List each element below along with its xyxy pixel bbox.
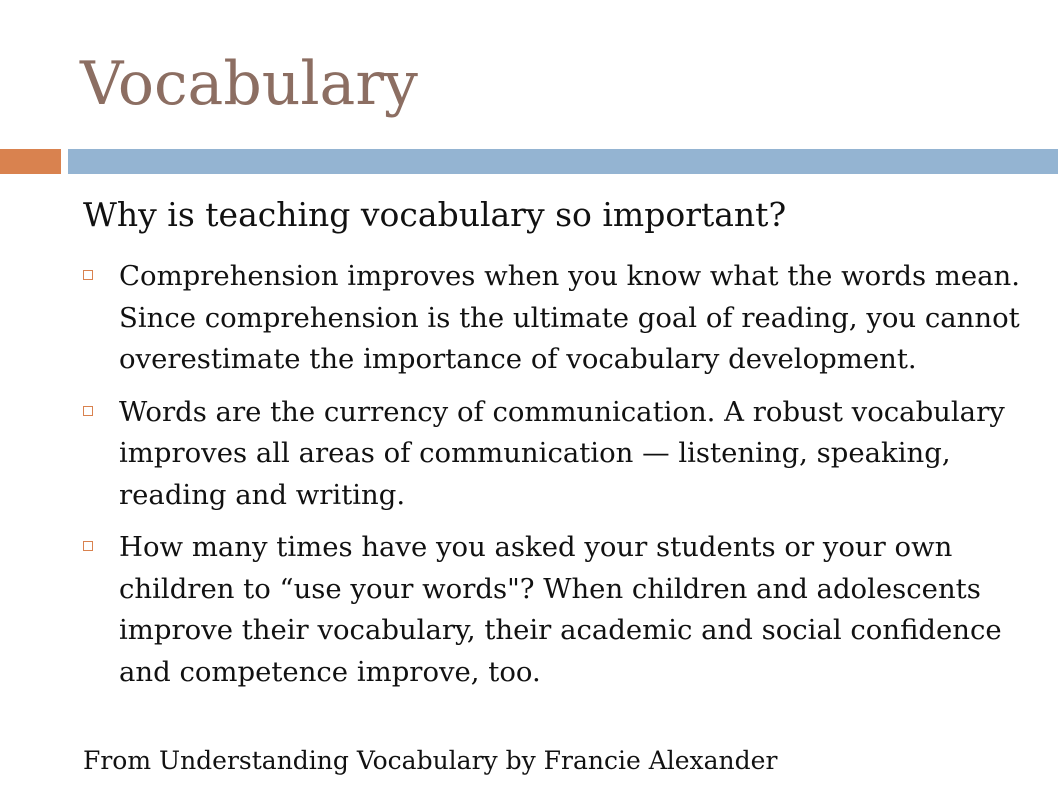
bullet-text: Comprehension improves when you know what the words mean. Since comprehension is the ultimate goal of reading, you cannot overestimate the importance of vocabulary development. bbox=[119, 260, 1021, 375]
bullet-item bbox=[83, 256, 1033, 381]
accent-bar bbox=[0, 149, 61, 174]
divider-bar bbox=[68, 149, 1058, 174]
bullet-item bbox=[83, 527, 1033, 693]
subheading: Why is teaching vocabulary so important? bbox=[83, 195, 787, 234]
square-bullet-icon bbox=[83, 541, 93, 551]
source-citation: From Understanding Vocabulary by Francie Alexander bbox=[83, 746, 778, 775]
bullet-list bbox=[83, 256, 1033, 704]
slide-title: Vocabulary bbox=[80, 49, 418, 119]
square-bullet-icon bbox=[83, 270, 93, 280]
bullet-item bbox=[83, 392, 1033, 517]
square-bullet-icon bbox=[83, 406, 93, 416]
bullet-text: How many times have you asked your students or your own children to “use your words"? When children and adolescents improve their vocabulary, their academic and social confidence and competence improve, too. bbox=[119, 531, 1002, 688]
bullet-text: Words are the currency of communication. A robust vocabulary improves all areas of communication — listening, speaking, reading and writing. bbox=[119, 395, 1005, 511]
